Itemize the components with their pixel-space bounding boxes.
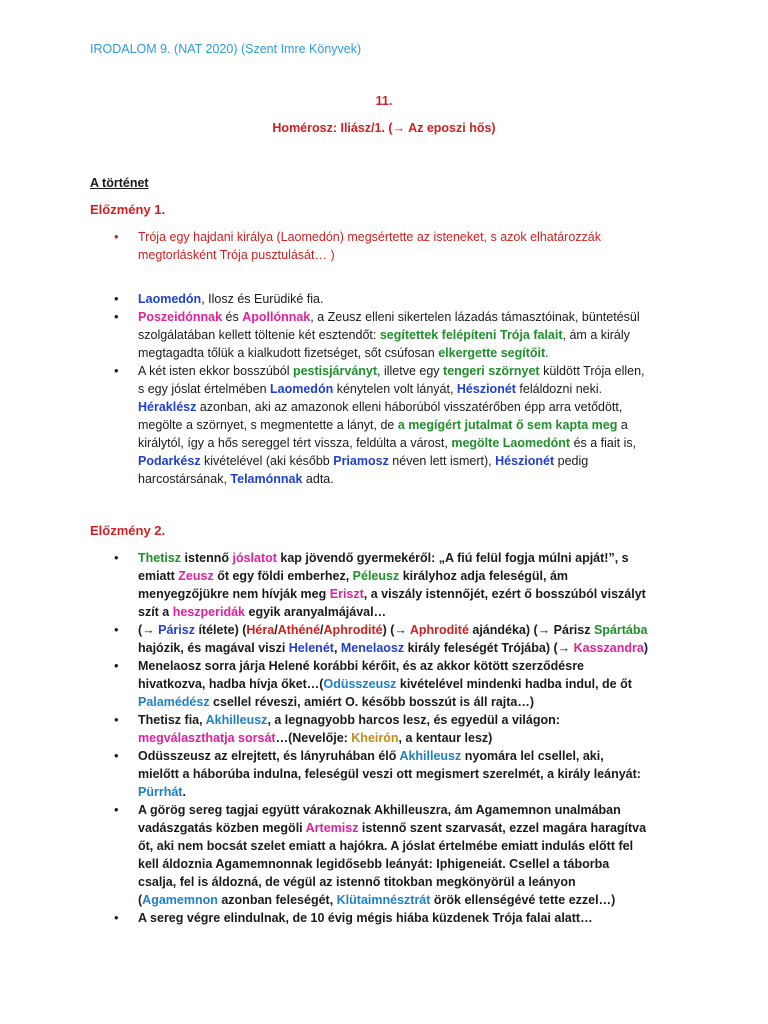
text-segment: Menelaosz	[340, 641, 405, 655]
bullet-icon: •	[114, 363, 119, 378]
text-segment: Agamemnon	[142, 893, 218, 907]
text-segment: Laomedón	[138, 292, 202, 306]
list-item	[112, 621, 648, 657]
text-segment: elkergette segítőit	[438, 346, 546, 360]
text-segment: Akhilleusz	[205, 713, 268, 727]
text-segment: és a fiait is,	[570, 436, 637, 450]
text-segment: kénytelen volt lányát,	[333, 382, 457, 396]
text-segment: a megígért jutalmat ő sem kapta meg	[397, 418, 618, 432]
text-segment: istennő	[181, 551, 233, 565]
text-segment: őt egy földi emberhez,	[213, 569, 353, 583]
text-segment: pedig harcostársának,	[138, 454, 589, 486]
text-segment: A két isten ekkor bosszúból	[138, 364, 293, 378]
text-segment: hajózik, és magával viszi	[138, 641, 289, 655]
prelude-1-intro-list	[112, 228, 648, 264]
text-segment: egyik aranyalmájával…	[245, 605, 387, 619]
text-segment: ítélete) (	[194, 623, 247, 637]
text-segment: istennő szent szarvasát, ezzel magára haragítva őt, aki nem bocsát szelet emiatt a hajókra. A jóslat értelmébe emiatt indulás előtt fel kell áldoznia Agamemnonnak legidősebb leányát: Iphigeneiát. Csellel a táborba csalja, fel is áldozná, de végül az istennő titokban megkönyörül a leányon (	[138, 821, 647, 907]
text-segment: Odüsszeusz	[323, 677, 397, 691]
chapter-number: 11.	[375, 94, 393, 108]
chapter-title: Homérosz: Iliász/1. (→ Az eposzi hős)	[272, 121, 496, 135]
text-segment: Héraklész	[138, 400, 197, 414]
text-segment: Aphrodité	[409, 623, 469, 637]
bullet-icon: •	[114, 802, 119, 817]
text-segment: azonban, aki az amazonok elleni háborúból visszatérőben épp arra vetődött, megölte a szörnyet, s megmentette a lányt, de	[138, 400, 623, 432]
text-segment: , Ilosz és Eurüdiké fia.	[201, 292, 324, 306]
story-heading: A történet	[90, 176, 149, 190]
bullet-icon: •	[114, 229, 119, 244]
text-segment: ajándéka) (→ Párisz	[468, 623, 594, 637]
text-segment: Hészionét	[495, 454, 555, 468]
text-segment: Priamosz	[333, 454, 389, 468]
list-item	[112, 657, 648, 711]
text-segment: néven lett ismert),	[388, 454, 496, 468]
bullet-icon: •	[114, 658, 119, 673]
list-item	[112, 308, 648, 362]
text-segment: …(Nevelője:	[275, 731, 352, 745]
text-segment: kivételével mindenki hadba indul, de őt	[396, 677, 632, 691]
text-segment: feláldozni neki.	[515, 382, 603, 396]
text-segment: Poszeidónnak	[138, 310, 223, 324]
text-segment: Helenét	[288, 641, 334, 655]
text-segment: tengeri szörnyet	[443, 364, 540, 378]
text-segment: Péleusz	[352, 569, 400, 583]
source-header: IRODALOM 9. (NAT 2020) (Szent Imre Könyvek)	[90, 42, 362, 56]
prelude-2-heading: Előzmény 2.	[90, 523, 166, 538]
text-segment: Athéné	[277, 623, 321, 637]
text-segment: ) (→	[382, 623, 410, 637]
text-segment: Menelaosz sorra járja Helené korábbi kérőit, és az akkor kötött szerződésre hivatkozva, hadba hívja őket…(	[138, 659, 585, 691]
text-segment: Héra	[246, 623, 275, 637]
text-segment: pestisjárványt	[292, 364, 378, 378]
text-segment: .	[182, 785, 186, 799]
text-segment: kap jövendő gyermekéről: „A fiú felül fogja múlni apját!”, s emiatt	[138, 551, 629, 583]
text-segment: A sereg végre elindulnak, de 10 évig mégis hiába küzdenek Trója falai alatt…	[138, 911, 593, 925]
list-item	[112, 228, 648, 264]
list-item	[112, 549, 648, 621]
text-segment: Klütaimnésztrát	[336, 893, 431, 907]
text-segment: Odüsszeusz az elrejtett, és lányruhában élő	[138, 749, 400, 763]
text-segment: Laomedón	[270, 382, 334, 396]
text-segment: /	[320, 623, 324, 637]
text-segment: Eriszt	[329, 587, 364, 601]
text-segment: és	[222, 310, 243, 324]
text-segment: Aphrodité	[323, 623, 383, 637]
text-segment: megölte Laomedónt	[451, 436, 571, 450]
text-segment: , illetve egy	[377, 364, 444, 378]
text-segment: nyomára lel csellel, aki, mielőtt a háborúba indulna, feleségül veszi ott megismert szerelmét, a király leányát:	[138, 749, 641, 781]
text-segment: (→	[138, 623, 159, 637]
text-segment: király feleségét Trójába) (→	[404, 641, 574, 655]
bullet-icon: •	[114, 550, 119, 565]
list-item	[112, 362, 648, 488]
text-segment: , a legnagyobb harcos lesz, és egyedül a világon:	[267, 713, 560, 727]
text-segment: heszperidák	[172, 605, 246, 619]
text-segment: , ám a király megtagadta tőlük a kialkudott fizetséget, sőt csúfosan	[138, 328, 630, 360]
text-segment: Thetisz fia,	[138, 713, 206, 727]
text-segment: kivételével (aki később	[200, 454, 334, 468]
text-segment: csellel réveszi, amiért O. később bosszút is áll rajta…)	[209, 695, 535, 709]
text-segment: örök ellenségévé tette ezzel…)	[430, 893, 616, 907]
list-item-text: Trója egy hajdani királya (Laomedón) megsértette az isteneket, s azok elhatározzák megtorlásként Trója pusztulását… )	[138, 230, 601, 262]
text-segment: , a kentaur lesz)	[398, 731, 493, 745]
text-segment: a királytól, így a hős sereggel tért vissza, feldúlta a várost,	[138, 418, 628, 450]
text-segment: , a viszály istennőjét, ezért ő bosszúból viszályt szít a	[138, 587, 646, 619]
text-segment: .	[545, 346, 549, 360]
text-segment: ,	[333, 641, 341, 655]
text-segment: , a Zeusz elleni sikertelen lázadás támasztóinak, büntetésül szolgálatában kellett töltenie két esztendőt:	[138, 310, 640, 342]
text-segment: adta.	[302, 472, 334, 486]
bullet-icon: •	[114, 309, 119, 324]
text-segment: Zeusz	[178, 569, 214, 583]
text-segment: Pürrhát	[138, 785, 183, 799]
text-segment: Akhilleusz	[399, 749, 462, 763]
text-segment: megválaszthatja sorsát	[138, 731, 276, 745]
text-segment: /	[274, 623, 278, 637]
list-item	[112, 801, 648, 909]
text-segment: Artemisz	[305, 821, 359, 835]
bullet-icon: •	[114, 910, 119, 925]
text-segment: Kheirón	[351, 731, 399, 745]
bullet-icon: •	[114, 291, 119, 306]
prelude-1-heading: Előzmény 1.	[90, 202, 166, 217]
text-segment: )	[643, 641, 648, 655]
list-item	[112, 290, 648, 308]
bullet-icon: •	[114, 712, 119, 727]
text-segment: Apollónnak	[242, 310, 311, 324]
text-segment: Kasszandra	[573, 641, 644, 655]
text-segment: Párisz	[158, 623, 195, 637]
list-item	[112, 747, 648, 801]
bullet-icon: •	[114, 748, 119, 763]
text-segment: azonban feleségét,	[217, 893, 337, 907]
text-segment: jóslatot	[232, 551, 277, 565]
bullet-icon: •	[114, 622, 119, 637]
text-segment: Palamédész	[138, 695, 210, 709]
text-segment: Telamónnak	[230, 472, 303, 486]
prelude-1-list	[112, 290, 648, 488]
list-item	[112, 711, 648, 747]
text-segment: Hészionét	[456, 382, 516, 396]
text-segment: küldött Trója ellen, s egy jóslat értelmében	[138, 364, 645, 396]
text-segment: segítettek felépíteni Trója falait	[379, 328, 563, 342]
text-segment: Thetisz	[138, 551, 182, 565]
text-segment: királyhoz adja feleségül, ám menyegzőjükre nem hívják meg	[138, 569, 569, 601]
text-segment: Podarkész	[138, 454, 201, 468]
text-segment: A görög sereg tagjai együtt várakoznak Akhilleuszra, ám Agamemnon unalmában vadászgatás közben megöli	[138, 803, 621, 835]
prelude-2-list	[112, 549, 648, 927]
text-segment: Spártába	[593, 623, 648, 637]
list-item	[112, 909, 648, 927]
